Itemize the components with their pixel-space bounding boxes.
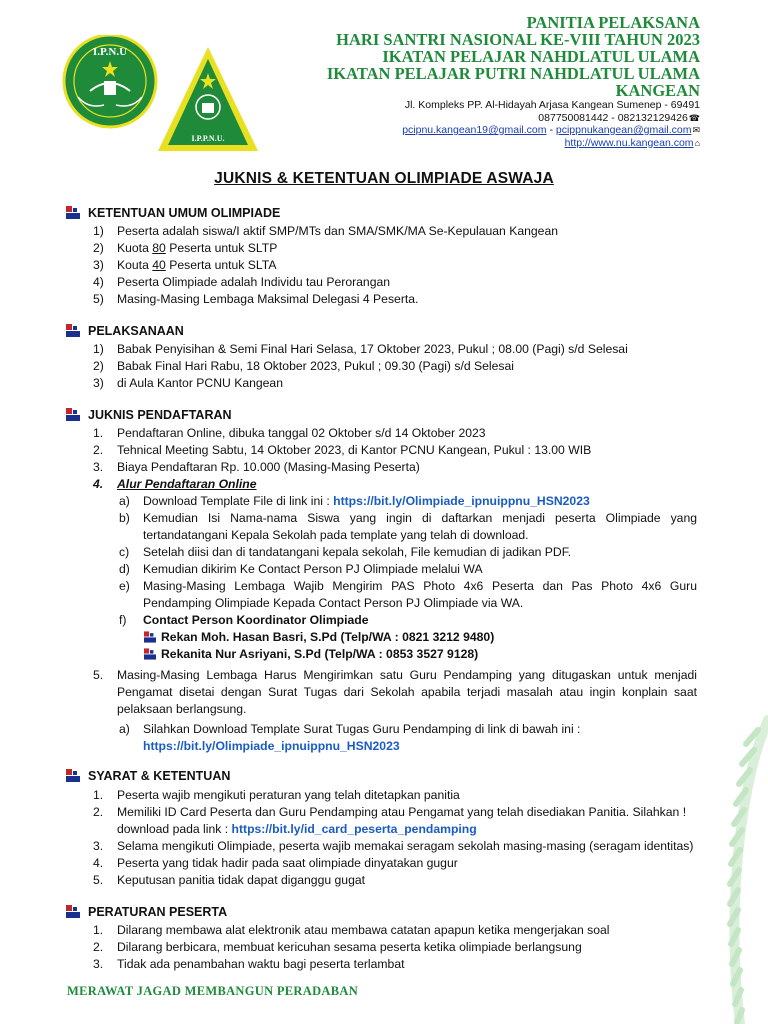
item-text — [117, 257, 697, 274]
sub-item-text — [143, 721, 697, 755]
document-title: JUKNIS & KETENTUAN OLIMPIADE ASWAJA — [214, 170, 554, 187]
item-number: 1. — [93, 788, 104, 802]
item-text: Masing-Masing Lembaga Maksimal Delegasi 4 Peserta. — [117, 292, 419, 306]
bullet-icon — [66, 206, 80, 219]
heading-text: KETENTUAN UMUM OLIMPIADE — [88, 206, 281, 220]
text-part: Download Template File di link ini : — [143, 494, 334, 508]
item-text: di Aula Kantor PCNU Kangean — [117, 376, 283, 390]
section-heading-pendaftaran — [66, 408, 232, 422]
sub-item-letter: c) — [119, 545, 130, 559]
template-download-link[interactable]: https://bit.ly/Olimpiade_ipnuippnu_HSN2023 — [333, 494, 590, 508]
heading-text: SYARAT & KETENTUAN — [88, 769, 231, 783]
svg-text:I.P.N.U: I.P.N.U — [92, 46, 128, 58]
item-number: 3. — [93, 957, 104, 971]
item-text: Peserta wajib mengikuti peraturan yang telah ditetapkan panitia — [117, 788, 460, 802]
item-text: Keputusan panitia tidak dapat diganggu gugat — [117, 873, 366, 887]
surat-tugas-link[interactable]: https://bit.ly/Olimpiade_ipnuippnu_HSN2023 — [143, 739, 400, 753]
quota-value: 80 — [152, 241, 166, 255]
sub-item — [0, 721, 768, 755]
website-link[interactable]: http://www.nu.kangean.com — [564, 136, 694, 149]
email-separator: - — [546, 124, 556, 136]
item-number: 1) — [93, 342, 104, 356]
sub-item-letter: a) — [119, 722, 130, 736]
text-part: Silahkan Download Template Surat Tugas Guru Pendamping di link di bawah ini : — [143, 722, 581, 736]
item-number: 5. — [93, 668, 104, 682]
item-text: Babak Final Hari Rabu, 18 Oktober 2023, Pukul ; 09.30 (Pagi) s/d Selesai — [117, 359, 514, 373]
text-part: Kouta — [117, 258, 153, 272]
bullet-icon — [144, 648, 156, 660]
header-line-1: PANITIA PELAKSANA — [526, 13, 700, 32]
item-number: 3. — [93, 839, 104, 853]
address-text: Jl. Kompleks PP. Al-Hidayah Arjasa Kangean Sumenep - 69491 — [404, 99, 700, 111]
sub-item-text: Kemudian dikirim Ke Contact Person PJ Olimpiade melalui WA — [143, 562, 483, 576]
item-number: 1. — [93, 923, 104, 937]
item-number: 5) — [93, 292, 104, 306]
bullet-icon — [66, 905, 80, 918]
section-heading-umum — [66, 206, 280, 220]
sub-item-letter: f) — [119, 613, 127, 627]
item-number: 4. — [93, 477, 104, 491]
item-text: Dilarang membawa alat elektronik atau membawa catatan apapun ketika mengerjakan soal — [117, 923, 610, 937]
section-heading-peraturan — [66, 905, 227, 919]
organization-logos — [60, 35, 260, 155]
email-link-2[interactable]: pcippnukangean@gmail.com — [555, 124, 692, 136]
item-text: Tidak ada penambahan waktu bagi peserta terlambat — [117, 957, 405, 971]
item-text: Peserta yang tidak hadir pada saat olimpiade dinyatakan gugur — [117, 856, 458, 870]
quota-value: 40 — [152, 258, 166, 272]
sub-item-text: Kemudian Isi Nama-nama Siswa yang ingin di daftarkan menjadi peserta Olimpiade yang tertandatangani Kepala Sekolah pada template yang telah di download. — [143, 511, 697, 542]
item-text: Masing-Masing Lembaga Harus Mengirimkan satu Guru Pendamping yang ditugaskan untuk menjadi Pengamat disetai dengan Surat Tugas dari Sekolah apabila terjadi masalah atau ingin konplain saat pelaksaan berlangsung. — [117, 668, 697, 716]
sub-item-text: Setelah diisi dan di tandatangani kepala sekolah, File kemudian di jadikan PDF. — [143, 545, 572, 559]
item-text: Dilarang berbicara, membuat kericuhan sesama peserta ketika olimpiade berlangsung — [117, 940, 582, 954]
phone-text: 087750081442 - 082132129426 — [538, 111, 688, 124]
item-number: 2. — [93, 443, 104, 457]
alur-heading: Alur Pendaftaran Online — [117, 477, 257, 491]
item-text: Babak Penyisihan & Semi Final Hari Selasa, 17 Oktober 2023, Pukul ; 08.00 (Pagi) s/d Selesai — [117, 342, 628, 356]
sub-item-letter: e) — [119, 579, 130, 593]
header-line-5: KANGEAN — [615, 81, 700, 100]
sub-item — [0, 510, 768, 544]
item-text: Biaya Pendaftaran Rp. 10.000 (Masing-Masing Peserta) — [117, 460, 420, 474]
phone-line — [280, 112, 700, 125]
email-line — [280, 124, 700, 137]
bullet-icon — [144, 631, 156, 643]
web-icon: ⌂ — [694, 137, 700, 148]
item-number: 3) — [93, 376, 104, 390]
bullet-icon — [66, 324, 80, 337]
email-icon: ✉ — [692, 125, 700, 135]
item-text: Pendaftaran Online, dibuka tanggal 02 Oktober s/d 14 Oktober 2023 — [117, 426, 486, 440]
svg-text:I.P.P.N.U.: I.P.P.N.U. — [191, 134, 225, 143]
email-link-1[interactable]: pcipnu.kangean19@gmail.com — [402, 124, 547, 136]
heading-text: PELAKSANAAN — [88, 324, 184, 338]
item-text: Selama mengikuti Olimpiade, peserta wajib memakai seragam sekolah masing-masing (seragam identitas) — [117, 839, 694, 853]
bullet-icon — [66, 769, 80, 782]
item-text: Tehnical Meeting Sabtu, 14 Oktober 2023, di Kantor PCNU Kangean, Pukul : 13.00 WIB — [117, 443, 592, 457]
item-number: 5. — [93, 873, 104, 887]
header-line-2: HARI SANTRI NASIONAL KE-VIII TAHUN 2023 — [336, 30, 700, 49]
text-part: Kuota — [117, 241, 153, 255]
contact-block — [280, 99, 700, 149]
committee-header — [280, 14, 700, 99]
contact-1-text: Rekan Moh. Hasan Basri, S.Pd (Telp/WA : 0821 3212 9480) — [161, 630, 495, 644]
item-text: Peserta Olimpiade adalah Individu tau Perorangan — [117, 275, 391, 289]
item-number: 4) — [93, 275, 104, 289]
item-number: 1) — [93, 224, 104, 238]
phone-icon: ☎ — [688, 112, 700, 123]
item-number: 3. — [93, 460, 104, 474]
item-number: 1. — [93, 426, 104, 440]
contact-2-text: Rekanita Nur Asriyani, S.Pd (Telp/WA : 0853 3527 9128) — [161, 647, 479, 661]
sub-item-letter: b) — [119, 511, 130, 525]
sub-item-letter: d) — [119, 562, 130, 576]
ipnu-logo — [64, 35, 156, 127]
text-part: Peserta untuk SLTA — [165, 258, 277, 272]
sub-item-text — [143, 493, 697, 510]
list-item — [0, 667, 768, 718]
header-line-3: IKATAN PELAJAR NAHDLATUL ULAMA — [382, 47, 700, 66]
item-number: 2) — [93, 359, 104, 373]
heading-text: PERATURAN PESERTA — [88, 905, 228, 919]
footer-motto: MERAWAT JAGAD MEMBANGUN PERADABAN — [67, 984, 359, 998]
text-part: Memiliki ID Card Peserta dan Guru Pendamping atau Pengamat yang telah disediakan Panitia. Silahkan ! download pada link : — [117, 805, 687, 836]
section-heading-syarat — [66, 769, 230, 783]
item-number: 2. — [93, 805, 104, 819]
id-card-link[interactable]: https://bit.ly/id_card_peserta_pendamping — [231, 822, 477, 836]
website-line — [280, 137, 700, 150]
heading-text: JUKNIS PENDAFTARAN — [88, 408, 232, 422]
section-heading-pelaksanaan — [66, 324, 184, 338]
sub-item-letter: a) — [119, 494, 130, 508]
list-item — [0, 804, 768, 838]
item-text — [117, 804, 697, 838]
bullet-icon — [66, 408, 80, 421]
ippnu-logo — [158, 47, 258, 151]
contact-heading: Contact Person Koordinator Olimpiade — [143, 613, 369, 627]
header-line-4: IKATAN PELAJAR PUTRI NAHDLATUL ULAMA — [326, 64, 700, 83]
text-part: Peserta untuk SLTP — [165, 241, 278, 255]
sub-item-text: Masing-Masing Lembaga Wajib Mengirim PAS Photo 4x6 Peserta dan Pas Photo 4x6 Guru Pendamping Olimpiade Kepada Contact Person PJ Olimpiade via WA. — [143, 579, 697, 610]
item-number: 2) — [93, 241, 104, 255]
item-number: 2. — [93, 940, 104, 954]
item-text — [117, 240, 697, 257]
item-number: 3) — [93, 258, 104, 272]
item-number: 4. — [93, 856, 104, 870]
sub-item — [0, 578, 768, 612]
item-text: Peserta adalah siswa/I aktif SMP/MTs dan SMA/SMK/MA Se-Kepulauan Kangean — [117, 224, 559, 238]
